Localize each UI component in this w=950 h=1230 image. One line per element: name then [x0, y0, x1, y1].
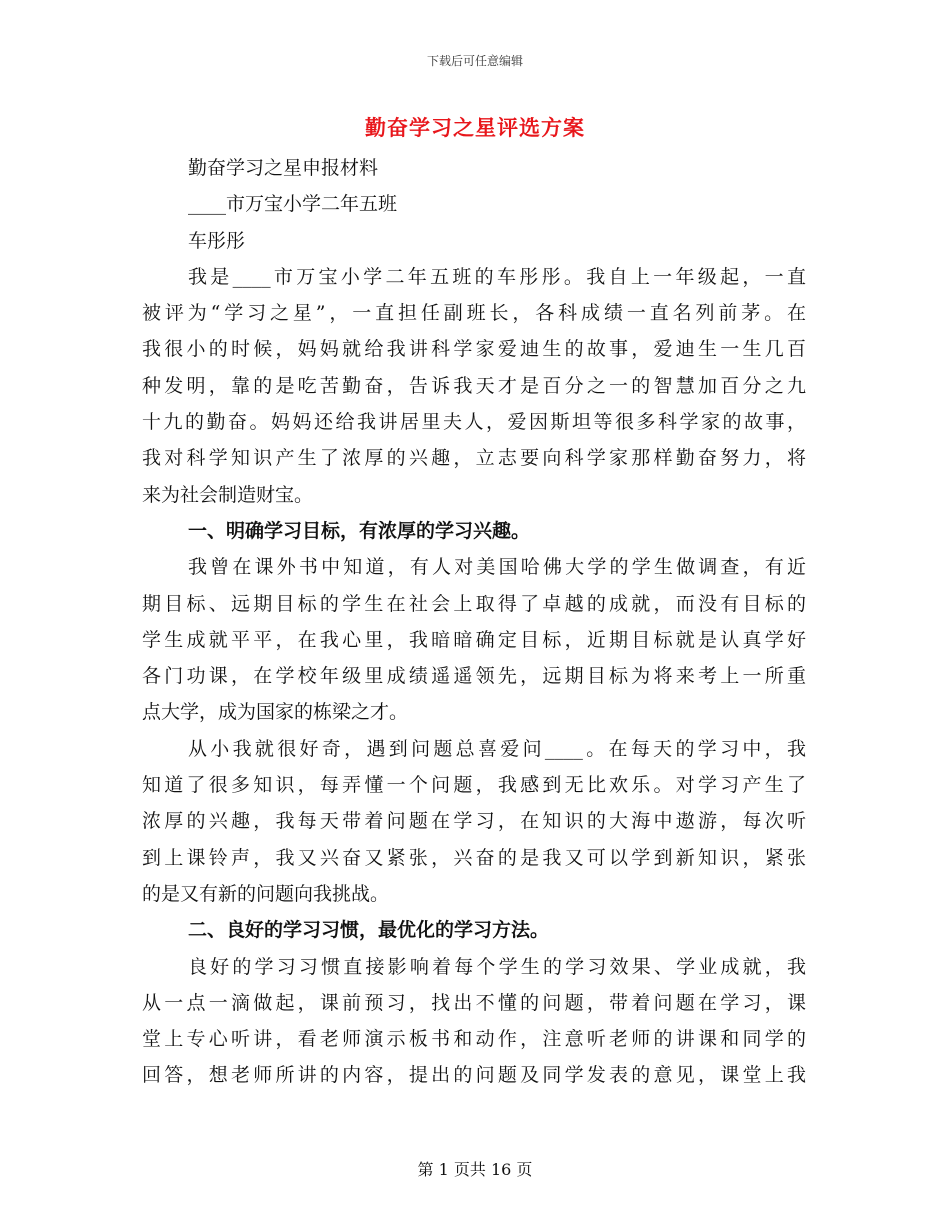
body-text-line: 到上课铃声，我又兴奋又紧张，兴奋的是我又可以学到新知识，紧张 — [142, 846, 806, 869]
document-body — [142, 150, 806, 1094]
page-header-note: 下载后可任意编辑 — [426, 54, 523, 68]
body-text-line: 从一点一滴做起，课前预习，找出不懂的问题，带着问题在学习，课 — [142, 991, 806, 1014]
body-text-line: 从小我就很好奇，遇到问题总喜爱问____。在每天的学习中，我 — [188, 737, 806, 760]
document-title: 勤奋学习之星评选方案 — [365, 115, 585, 140]
body-text-line: 各门功课，在学校年级里成绩遥遥领先，远期目标为将来考上一所重 — [142, 665, 806, 688]
body-text-line: 期目标、远期目标的学生在社会上取得了卓越的成就，而没有目标的 — [142, 592, 806, 615]
body-text-line: 车彤彤 — [188, 229, 246, 252]
body-text-line: 来为社会制造财宝。 — [142, 483, 314, 506]
page-footer: 第 1 页共 16 页 — [417, 1160, 533, 1179]
body-text-line: 十九的勤奋。妈妈还给我讲居里夫人，爱因斯坦等很多科学家的故事， — [142, 411, 806, 434]
body-text-line: 点大学，成为国家的栋梁之才。 — [142, 701, 409, 724]
body-text-line: 我是____市万宝小学二年五班的车彤彤。我自上一年级起，一直 — [188, 265, 806, 288]
section-heading: 二、良好的学习习惯，最优化的学习方法。 — [188, 919, 550, 942]
body-text-line: 勤奋学习之星申报材料 — [188, 157, 379, 179]
body-text-line: 种发明，靠的是吃苦勤奋，告诉我天才是百分之一的智慧加百分之九 — [142, 374, 806, 397]
body-text-line: 知道了很多知识，每弄懂一个问题，我感到无比欢乐。对学习产生了 — [142, 774, 806, 797]
body-text-line: 浓厚的兴趣，我每天带着问题在学习，在知识的大海中遨游，每次听 — [142, 810, 806, 833]
body-text-line: 回答，想老师所讲的内容，提出的问题及同学发表的意见，课堂上我 — [142, 1064, 806, 1087]
body-text-line: 被评为“学习之星”，一直担任副班长，各科成绩一直名列前茅。在 — [142, 302, 806, 325]
body-text-line: 堂上专心听讲，看老师演示板书和动作，注意听老师的讲课和同学的 — [142, 1028, 806, 1051]
section-heading: 一、明确学习目标，有浓厚的学习兴趣。 — [188, 519, 531, 542]
body-text-line: 的是又有新的问题向我挑战。 — [142, 882, 390, 905]
body-text-line: 我对科学知识产生了浓厚的兴趣，立志要向科学家那样勤奋努力，将 — [142, 447, 806, 470]
body-text-line: 良好的学习习惯直接影响着每个学生的学习效果、学业成就，我 — [188, 955, 806, 978]
body-text-line: 我很小的时候，妈妈就给我讲科学家爱迪生的故事，爱迪生一生几百 — [142, 338, 806, 361]
body-text-line: ____市万宝小学二年五班 — [188, 193, 398, 216]
body-text-line: 学生成就平平，在我心里，我暗暗确定目标，近期目标就是认真学好 — [142, 628, 806, 651]
body-text-line: 我曾在课外书中知道，有人对美国哈佛大学的学生做调查，有近 — [188, 556, 806, 579]
